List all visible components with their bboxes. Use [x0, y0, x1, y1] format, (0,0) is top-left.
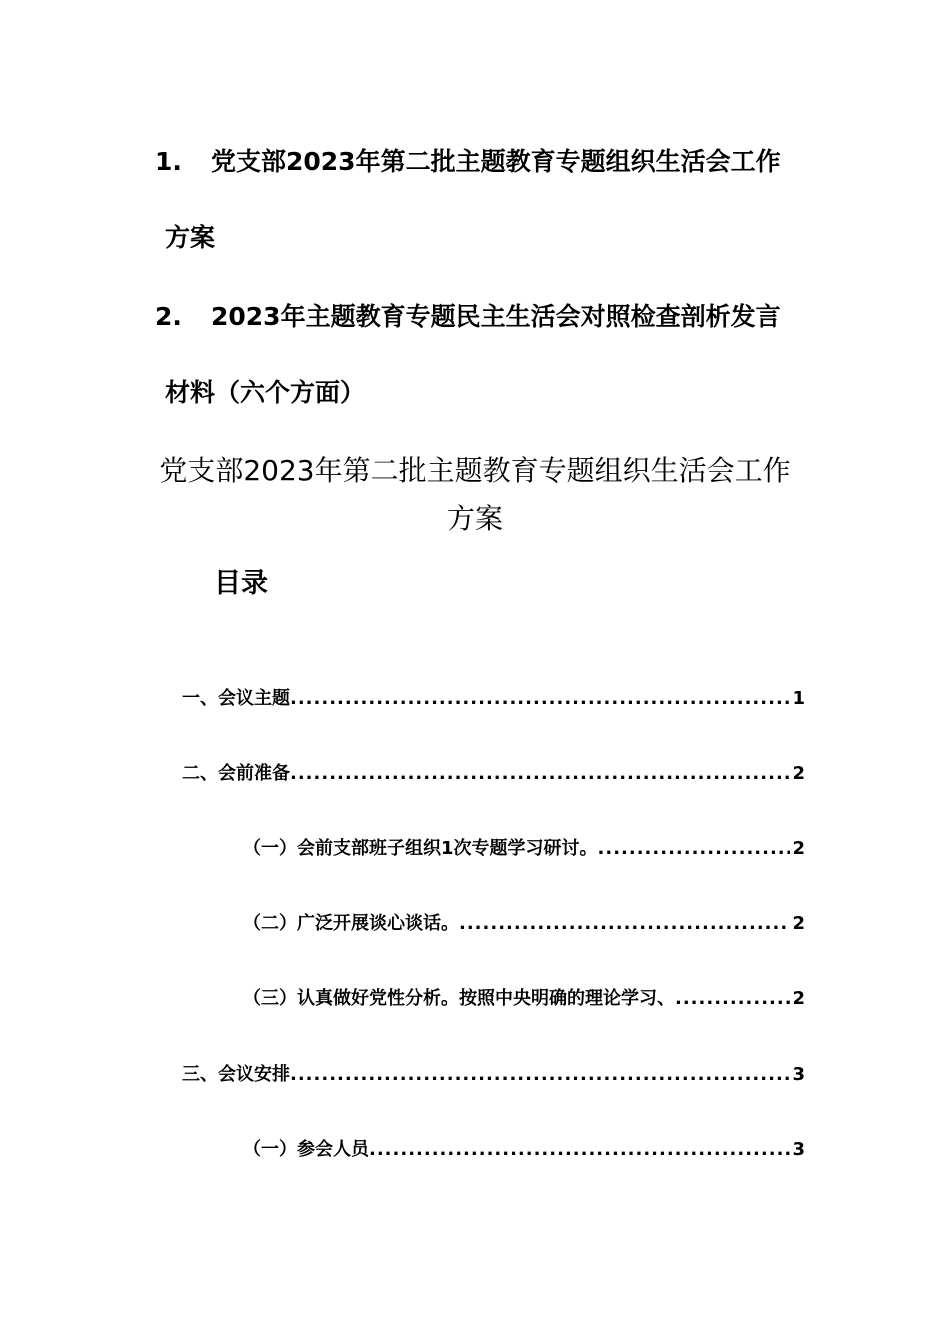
- document-title: [140, 447, 810, 543]
- toc-leader-dots: [598, 834, 791, 864]
- toc-entry[interactable]: [182, 1060, 805, 1090]
- toc-entry-page: 2: [792, 838, 805, 859]
- toc-leader-dots: [290, 759, 790, 789]
- document-title-line2: 方案: [446, 502, 503, 535]
- list-heading-line2: 方案: [165, 223, 216, 252]
- toc-entry[interactable]: [243, 909, 805, 939]
- document-title-line1: 党支部2023年第二批主题教育专题组织生活会工作: [159, 454, 791, 487]
- toc-entry-label: （一）参会人员: [243, 1139, 369, 1160]
- toc-entry-page: 2: [792, 988, 805, 1009]
- toc-entry-page: 3: [792, 1064, 805, 1085]
- toc-entry-label: （一）会前支部班子组织1次专题学习研讨。: [243, 838, 598, 859]
- list-number: 1.: [155, 147, 182, 176]
- toc-entry-label: （二）广泛开展谈心谈话。: [243, 913, 459, 934]
- toc-heading: 目录: [214, 568, 268, 599]
- toc-entry[interactable]: [243, 984, 805, 1014]
- list-heading-1: [155, 124, 815, 276]
- toc-entry[interactable]: [182, 759, 805, 789]
- toc-entry-page: 1: [792, 688, 805, 709]
- toc-entry[interactable]: [182, 684, 805, 714]
- toc-entry-page: 2: [792, 763, 805, 784]
- toc-leader-dots: [459, 909, 790, 939]
- toc-entry[interactable]: [243, 834, 805, 864]
- toc-leader-dots: [369, 1135, 790, 1165]
- toc-entry-label: 一、会议主题: [182, 688, 290, 709]
- list-heading-line1: 党支部2023年第二批主题教育专题组织生活会工作: [211, 147, 781, 176]
- toc-leader-dots: [290, 1060, 790, 1090]
- list-heading-line2: 材料（六个方面）: [165, 378, 366, 407]
- toc-entry-label: （三）认真做好党性分析。按照中央明确的理论学习、: [243, 988, 675, 1009]
- toc-entry-page: 2: [792, 913, 805, 934]
- list-number: 2.: [155, 302, 182, 331]
- toc-entry-label: 二、会前准备: [182, 763, 290, 784]
- list-heading-line1: 2023年主题教育专题民主生活会对照检查剖析发言: [211, 302, 781, 331]
- toc-entry[interactable]: [243, 1135, 805, 1165]
- toc-leader-dots: [675, 984, 790, 1014]
- toc-entry-page: 3: [792, 1139, 805, 1160]
- list-heading-2: [155, 279, 815, 431]
- toc-entry-label: 三、会议安排: [182, 1064, 290, 1085]
- toc-leader-dots: [290, 684, 790, 714]
